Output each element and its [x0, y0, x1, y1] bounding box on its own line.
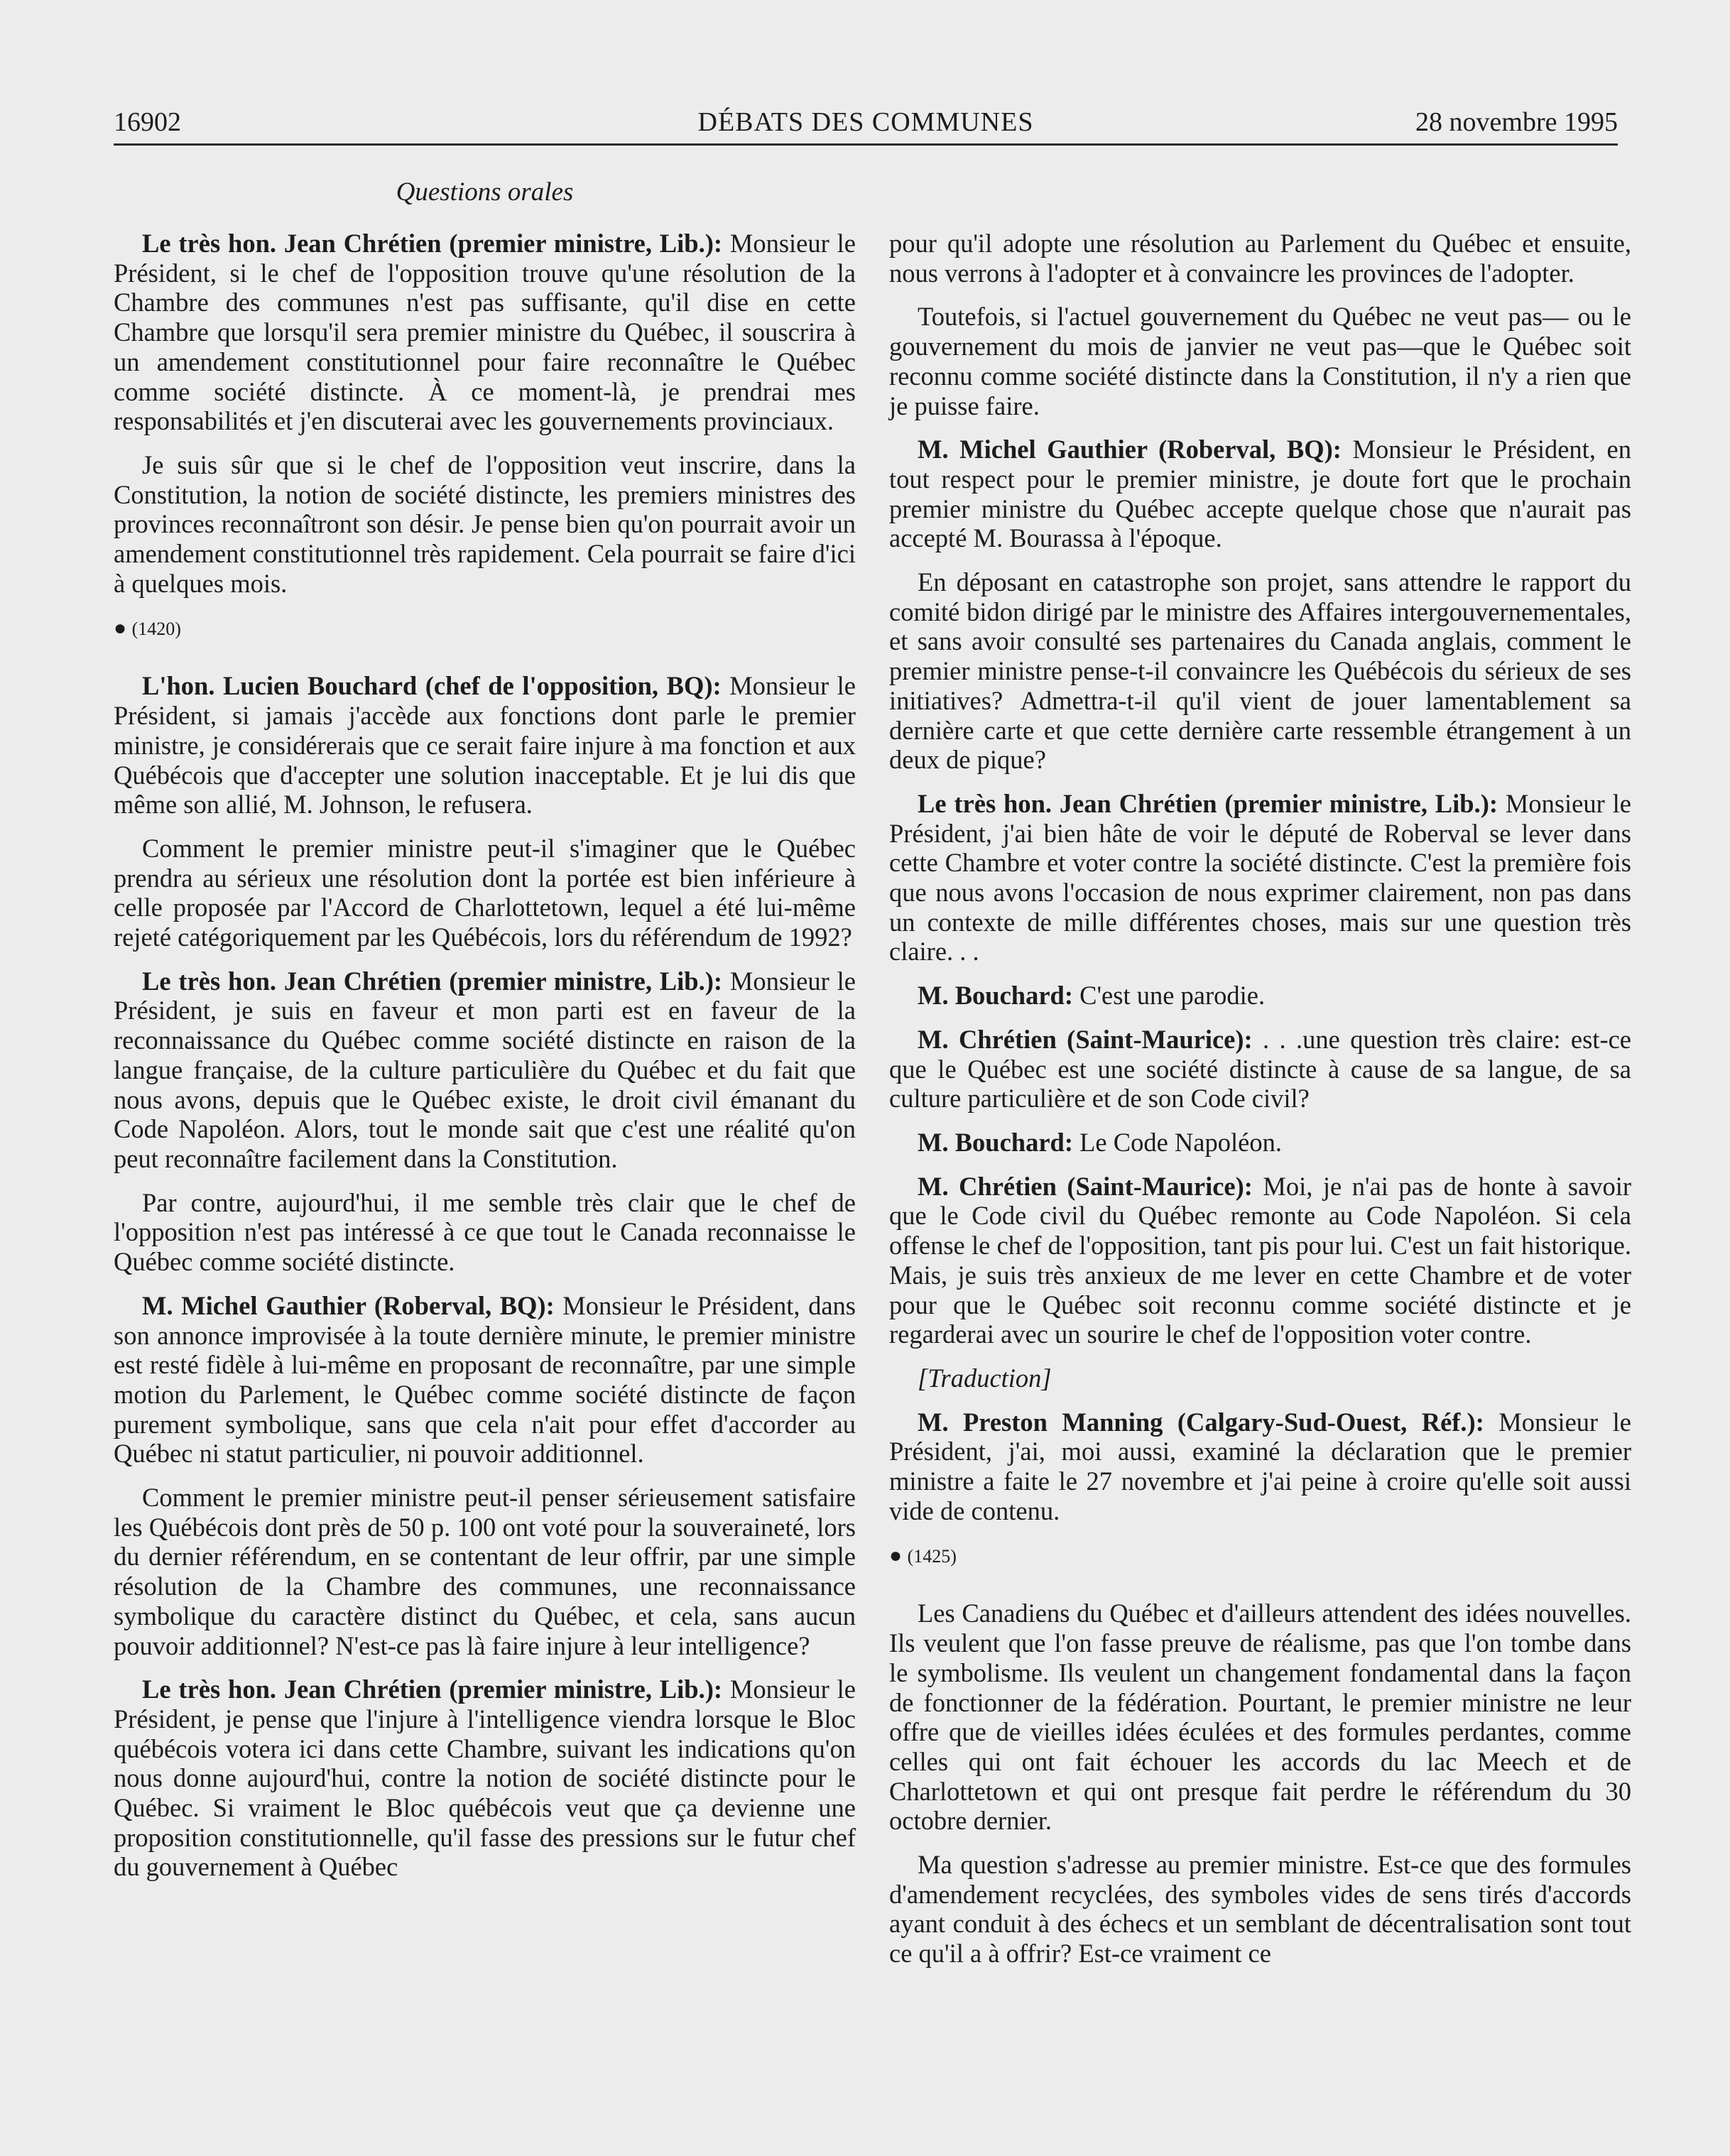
paragraph-text: En déposant en catastrophe son projet, sans attendre le rapport du comité bidon dirigé par le ministre des Affaires intergouvernementales, et sans avoir consulté ses partenaires du Canada anglais, comment le premier ministre pense-t-il convaincre les Québécois du sérieux de ses initiatives? Admettra-t-il qu'il vient de jouer lamentablement sa dernière carte et que cette dernière carte ressemble étrangement à un deux de pique?	[889, 567, 1631, 775]
speech-paragraph	[114, 1675, 856, 1882]
speaker-name: Le très hon. Jean Chrétien (premier ministre, Lib.):	[142, 229, 723, 258]
paragraph-text: . . .une question très claire: est-ce que le Québec est une société distincte à cause de sa langue, de sa culture particulière et de son Code civil?	[889, 1024, 1632, 1114]
paragraph	[889, 1850, 1631, 1969]
paragraph	[114, 1483, 856, 1660]
section-title: Questions orales	[396, 178, 574, 207]
paragraph-text: Monsieur le Président, si jamais j'accède aux fonctions dont parle le premier ministre, je considérerais que ce serait faire injure à ma fonction et aux Québécois que d'accepter une solution inacceptable. Et je lui dis que même son allié, M. Johnson, le refusera.	[114, 671, 856, 820]
paragraph-text: Comment le premier ministre peut-il s'imaginer que le Québec prendra au sérieux une résolution dont la portée est bien inférieure à celle proposée par l'Accord de Charlottetown, lequel a été lui-même rejeté catégoriquement par les Québécois, lors du référendum de 1992?	[114, 833, 856, 952]
paragraph-text: Par contre, aujourd'hui, il me semble très clair que le chef de l'opposition n'est pas intéressé à ce que tout le Canada reconnaisse le Québec comme société distincte.	[114, 1187, 856, 1277]
paragraph	[889, 302, 1631, 420]
speaker-name: M. Chrétien (Saint-Maurice):	[918, 1171, 1253, 1201]
paragraph-text: Toutefois, si l'actuel gouvernement du Québec ne veut pas— ou le gouvernement du mois de janvier ne veut pas—que le Québec soit reconnu comme société distincte dans la Constitution, il n'y a rien que je puisse faire.	[889, 302, 1631, 420]
time-marker	[114, 615, 856, 643]
speech-paragraph	[114, 671, 856, 820]
bullet-icon: ●	[114, 616, 132, 641]
paragraph	[889, 567, 1631, 775]
speaker-name: Le très hon. Jean Chrétien (premier ministre, Lib.):	[142, 1675, 723, 1704]
paragraph-text: Monsieur le Président, si le chef de l'opposition trouve qu'une résolution de la Chambre des communes n'est pas suffisante, qu'il dise en cette Chambre que lorsqu'il sera premier ministre du Québec, il souscrira à un amendement constitutionnel pour faire reconnaître le Québec comme société distincte. À ce moment-là, je prendrai mes responsabilités et j'en discuterai avec les gouvernements provinciaux.	[114, 229, 856, 436]
paragraph	[114, 834, 856, 952]
running-head	[114, 101, 1618, 143]
bullet-icon: ●	[889, 1544, 908, 1568]
paragraph-text: pour qu'il adopte une résolution au Parlement du Québec et ensuite, nous verrons à l'adopter et à convaincre les provinces de l'adopter.	[889, 229, 1631, 288]
speech-paragraph	[889, 1128, 1631, 1158]
paragraph-text: Les Canadiens du Québec et d'ailleurs attendent des idées nouvelles. Ils veulent que l'on fasse preuve de réalisme, pas que l'on tombe dans le symbolisme. Ils veulent un changement fondamental dans la façon de fonctionner de la fédération. Pourtant, le premier ministre ne leur offre que de vieilles idées éculées et des formules perdantes, comme celles qui ont fait échouer les accords du lac Meech et de Charlottetown et qui ont presque fait perdre le référendum du 30 octobre dernier.	[889, 1599, 1631, 1836]
left-column	[114, 229, 856, 1896]
speaker-name: M. Michel Gauthier (Roberval, BQ):	[918, 435, 1342, 464]
speech-paragraph	[889, 435, 1631, 553]
speech-paragraph	[889, 1172, 1631, 1349]
speaker-name: M. Preston Manning (Calgary-Sud-Ouest, Réf.):	[918, 1407, 1484, 1437]
paragraph-text: Monsieur le Président, j'ai, moi aussi, examiné la déclaration que le premier ministre a faite le 27 novembre et j'ai peine à croire qu'elle soit aussi vide de contenu.	[889, 1407, 1631, 1525]
speech-paragraph	[889, 789, 1631, 967]
paragraph-text: Monsieur le Président, je pense que l'injure à l'intelligence viendra lorsque le Bloc québécois votera ici dans cette Chambre, suivant les indications qu'on nous donne aujourd'hui, contre la notion de société distincte pour le Québec. Si vraiment le Bloc québécois veut que ça devienne une proposition constitutionnelle, qu'il fasse des pressions sur le futur chef du gouvernement à Québec	[114, 1675, 856, 1882]
speaker-name: M. Bouchard:	[918, 981, 1073, 1011]
paragraph-text: Monsieur le Président, dans son annonce improvisée à la toute dernière minute, le premier ministre est resté fidèle à lui-même en proposant de reconnaître, par une simple motion du Parlement, le Québec comme société distincte de façon purement symbolique, sans que cela n'ait pour effet d'accorder au Québec ni statut particulier, ni pouvoir additionnel.	[114, 1290, 856, 1469]
speaker-name: L'hon. Lucien Bouchard (chef de l'opposition, BQ):	[142, 671, 722, 701]
speech-paragraph	[114, 1291, 856, 1469]
page-number: 16902	[114, 107, 181, 137]
time-marker	[889, 1542, 1631, 1570]
publication-title: DÉBATS DES COMMUNES	[697, 107, 1034, 137]
header-rule	[114, 143, 1618, 146]
paragraph-text: Comment le premier ministre peut-il penser sérieusement satisfaire les Québécois dont près de 50 p. 100 ont voté pour la souveraineté, lors du dernier référendum, en se contentant de leur offrir, par une simple résolution de la Chambre des communes, une reconnaissance symbolique du caractère distinct du Québec, et cela, sans aucun pouvoir additionnel? N'est-ce pas là faire injure à leur intelligence?	[114, 1483, 856, 1660]
speaker-name: Le très hon. Jean Chrétien (premier ministre, Lib.):	[142, 966, 723, 996]
paragraph	[889, 1599, 1631, 1836]
paragraph	[114, 1188, 856, 1277]
time-marker-text: (1420)	[131, 619, 181, 640]
right-column	[889, 229, 1631, 1983]
page-date: 28 novembre 1995	[1415, 107, 1618, 137]
paragraph-text: Monsieur le Président, j'ai bien hâte de voir le député de Roberval se lever dans cette Chambre et voter contre la société distincte. C'est la première fois que nous avons l'occasion de nous exprimer clairement, non pas dans un contexte de mille différentes choses, mais sur une question très claire. . .	[889, 788, 1631, 967]
speech-paragraph	[889, 1025, 1631, 1114]
speaker-name: M. Bouchard:	[918, 1127, 1073, 1157]
speaker-name: M. Michel Gauthier (Roberval, BQ):	[142, 1290, 555, 1320]
speaker-name: Le très hon. Jean Chrétien (premier ministre, Lib.):	[918, 788, 1498, 818]
paragraph-text: Je suis sûr que si le chef de l'opposition veut inscrire, dans la Constitution, la notion de société distincte, les premiers ministres des provinces reconnaîtront son désir. Je pense bien qu'on pourrait avoir un amendement constitutionnel très rapidement. Cela pourrait se faire d'ici à quelques mois.	[114, 450, 856, 598]
speech-paragraph	[889, 1408, 1631, 1526]
speech-paragraph	[889, 981, 1631, 1011]
paragraph-text: C'est une parodie.	[1073, 981, 1266, 1011]
paragraph	[889, 229, 1631, 288]
paragraph-text: Ma question s'adresse au premier ministre. Est-ce que des formules d'amendement recyclées, des symboles vides de sens tirés d'accords ayant conduit à des échecs et un semblant de décentralisation sont tout ce qu'il a à offrir? Est-ce vraiment ce	[889, 1850, 1631, 1969]
paragraph	[114, 450, 856, 599]
paragraph-text: Moi, je n'ai pas de honte à savoir que le Code civil du Québec remonte au Code Napoléon. Si cela offense le chef de l'opposition, tant pis pour lui. C'est un fait historique. Mais, je suis très anxieux de me lever en cette Chambre et de voter pour que le Québec soit reconnu comme société distincte et je regarderai avec un sourire le chef de l'opposition voter contre.	[889, 1171, 1632, 1349]
paragraph-text: Le Code Napoléon.	[1073, 1127, 1282, 1157]
paragraph-text: Monsieur le Président, je suis en faveur et mon parti est en faveur de la reconnaissance du Québec comme société distincte en raison de la langue française, de la culture particulière du Québec et du fait que nous avons, depuis que le Québec existe, le droit civil émanant du Code Napoléon. Alors, tout le monde sait que c'est une réalité qu'on peut reconnaître facilement dans la Constitution.	[114, 966, 856, 1173]
paragraph-text: Monsieur le Président, en tout respect pour le premier ministre, je doute fort que le prochain premier ministre du Québec accepte quelque chose que n'aurait pas accepté M. Bourassa à l'époque.	[889, 435, 1631, 553]
speech-paragraph	[114, 229, 856, 436]
speaker-name: M. Chrétien (Saint-Maurice):	[918, 1024, 1253, 1054]
time-marker-text: (1425)	[907, 1546, 957, 1567]
translation-note: [Traduction]	[918, 1363, 1052, 1393]
speech-paragraph	[114, 967, 856, 1174]
